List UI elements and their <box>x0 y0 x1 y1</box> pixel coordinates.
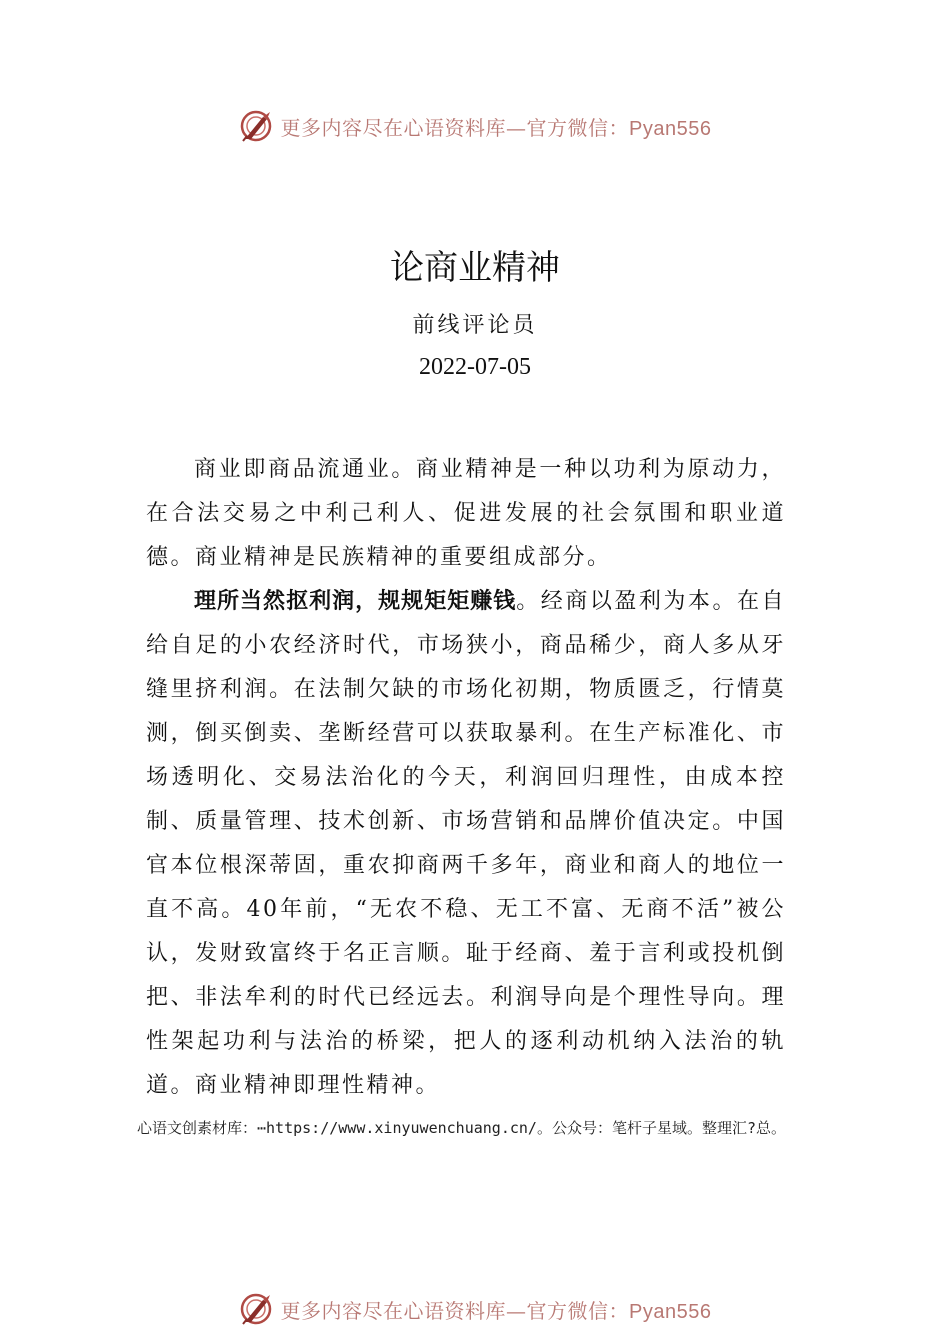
document-author: 前线评论员 <box>412 313 538 338</box>
paragraph-1: 商业即商品流通业。商业精神是一种以功利为原动力，在合法交易之中利己利人、促进发展的社会氛围和职业道德。商业精神是民族精神的重要组成部分。 <box>146 457 786 570</box>
document-body <box>146 448 786 1108</box>
document-title: 论商业精神 <box>390 248 560 288</box>
paragraph-2-heading: 理所当然抠利润，规规矩矩赚钱 <box>194 589 517 614</box>
wechat-id: Pyan556 <box>629 117 712 140</box>
banner-text: 更多内容尽在心语资料库—官方微信：Pyan556 <box>280 115 712 140</box>
paragraph-2 <box>146 580 786 1108</box>
source-note: 心语文创素材库：⋯https://www.xinyuwenchuang.cn/。公众号：笔杆子星域。整理汇?总。 <box>137 1119 786 1137</box>
top-banner <box>0 106 950 146</box>
quill-pen-logo-icon <box>239 1292 273 1326</box>
paragraph-2-text: 。经商以盈利为本。在自给自足的小农经济时代，市场狭小，商品稀少，商人多从牙缝里挤利润。在法制欠缺的市场化初期，物质匮乏，行情莫测，倒买倒卖、垄断经营可以获取暴利。在生产标准化、市场透明化、交易法治化的今天，利润回归理性，由成本控制、质量管理、技术创新、市场营销和品牌价值决定。中国官本位根深蒂固，重农抑商两千多年，商业和商人的地位一直不高。40年前，“无农不稳、无工不富、无商不活”被公认，发财致富终于名正言顺。耻于经商、羞于言利或投机倒把、非法牟利的时代已经远去。利润导向是个理性导向。理性架起功利与法治的桥梁，把人的逐利动机纳入法治的轨道。商业精神即理性精神。 <box>146 589 786 1098</box>
document-date: 2022-07-05 <box>419 354 531 380</box>
wechat-id: Pyan556 <box>629 1300 712 1323</box>
banner-text: 更多内容尽在心语资料库—官方微信：Pyan556 <box>280 1298 712 1323</box>
bottom-banner <box>0 1289 950 1329</box>
quill-pen-logo-icon <box>239 109 273 143</box>
